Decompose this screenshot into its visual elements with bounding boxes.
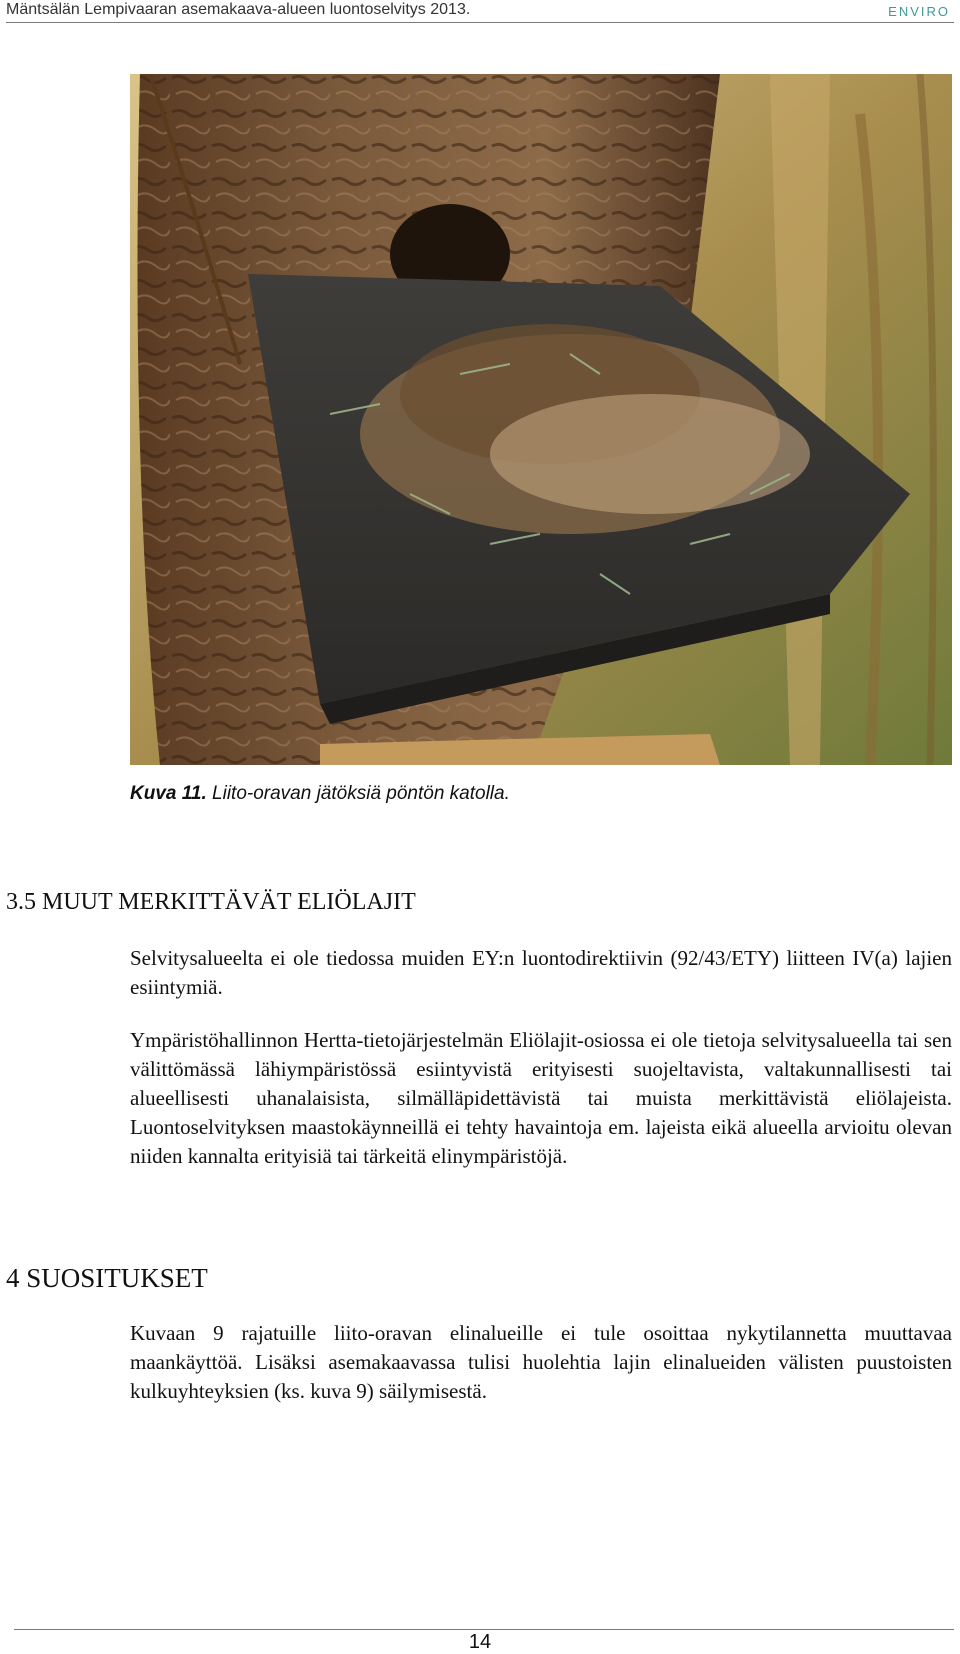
document-title: Mäntsälän Lempivaaran asemakaava-alueen luontoselvitys 2013. (6, 1, 471, 18)
section-heading-4: 4 SUOSITUKSET (6, 1263, 208, 1293)
section-3-5-paragraph-2: Ympäristöhallinnon Hertta-tietojärjestelmän Eliölajit-osiossa ei ole tietoja selvitysalueella tai sen välittömässä lähiympäristössä esiintyvistä erityisesti suojeltavista, valtakunnallisesti tai alueellisesti uhanalaisista, silmälläpidettävistä tai muista merkittävistä eliölajeista. Luontoselvityksen maastokäynneillä ei tehty havaintoja em. lajeista eikä alueella arvioitu olevan niiden kannalta erityisiä tai tärkeitä elinympäristöjä. (130, 1028, 952, 1168)
page-number: 14 (468, 1631, 492, 1653)
enviro-logo: enviro (888, 0, 950, 20)
section-3-5-paragraph-1: Selvitysalueelta ei ole tiedossa muiden EY:n luontodirektiivin (92/43/ETY) liitteen IV(a) lajien esiintymiä. (130, 946, 952, 999)
footer-divider (14, 1629, 954, 1630)
figure-caption (130, 783, 510, 805)
figure-caption-text: Liito-oravan jätöksiä pöntön katolla. (206, 783, 510, 804)
figure-caption-label: Kuva 11. (130, 783, 207, 804)
section-heading-3-5: 3.5 MUUT MERKITTÄVÄT ELIÖLAJIT (6, 889, 416, 915)
squirrel-droppings-photo (130, 74, 952, 765)
running-header (6, 0, 954, 23)
section-4-paragraph-1: Kuvaan 9 rajatuille liito-oravan elinalueille ei tule osoittaa nykytilannetta muuttavaa maankäyttöä. Lisäksi asemakaavassa tulisi huolehtia lajin elinalueiden välisten puustoisten kulkuyhteyksien (ks. kuva 9) säilymisestä. (130, 1321, 952, 1403)
